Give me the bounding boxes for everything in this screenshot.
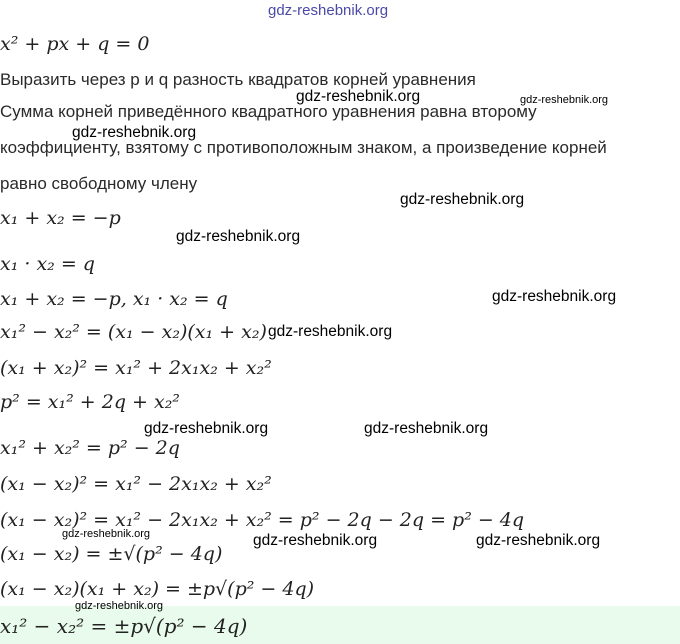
explanation-line-1: Сумма корней приведённого квадратного уравнения равна второму	[0, 102, 537, 121]
step-8: (x₁ − x₂)² = x₁² − 2x₁x₂ + x₂²	[0, 473, 272, 495]
header-watermark: gdz-reshebnik.org	[268, 2, 389, 19]
watermark: gdz-reshebnik.org	[492, 288, 617, 305]
step-5: (x₁ + x₂)² = x₁² + 2x₁x₂ + x₂²	[0, 357, 272, 379]
step-11: (x₁ − x₂)(x₁ + x₂) = ±p√(p² − 4q)	[0, 578, 315, 600]
task-text: Выразить через p и q разность квадратов корней уравнения	[0, 70, 476, 89]
watermark: gdz-reshebnik.org	[176, 228, 301, 245]
watermark: gdz-reshebnik.org	[296, 88, 421, 105]
step-2: x₁ · x₂ = q	[0, 253, 95, 275]
watermark: gdz-reshebnik.org	[253, 532, 378, 549]
step-3: x₁ + x₂ = −p, x₁ · x₂ = q	[0, 288, 228, 310]
watermark: gdz-reshebnik.org	[364, 420, 489, 437]
step-9: (x₁ − x₂)² = x₁² − 2x₁x₂ + x₂² = p² − 2q − 2q = p² − 4q	[0, 509, 525, 531]
step-6: p² = x₁² + 2q + x₂²	[0, 391, 180, 413]
task-equation: x² + px + q = 0	[0, 33, 150, 55]
watermark: gdz-reshebnik.org	[476, 532, 601, 549]
watermark: gdz-reshebnik.org	[268, 323, 393, 340]
explanation-line-3: равно свободному члену	[0, 174, 198, 193]
step-4: x₁² − x₂² = (x₁ − x₂)(x₁ + x₂)	[0, 321, 267, 343]
watermark: gdz-reshebnik.org	[75, 600, 164, 612]
step-1: x₁ + x₂ = −p	[0, 207, 121, 229]
explanation-line-2: коэффициенту, взятому с противоположным знаком, а произведение корней	[0, 138, 607, 157]
watermark: gdz-reshebnik.org	[62, 528, 151, 540]
answer-formula: x₁² − x₂² = ±p√(p² − 4q)	[0, 614, 248, 638]
watermark: gdz-reshebnik.org	[144, 420, 269, 437]
watermark: gdz-reshebnik.org	[400, 191, 525, 208]
watermark: gdz-reshebnik.org	[72, 124, 197, 141]
watermark: gdz-reshebnik.org	[520, 94, 609, 106]
step-10: (x₁ − x₂) = ±√(p² − 4q)	[0, 543, 223, 565]
step-7: x₁² + x₂² = p² − 2q	[0, 437, 180, 459]
